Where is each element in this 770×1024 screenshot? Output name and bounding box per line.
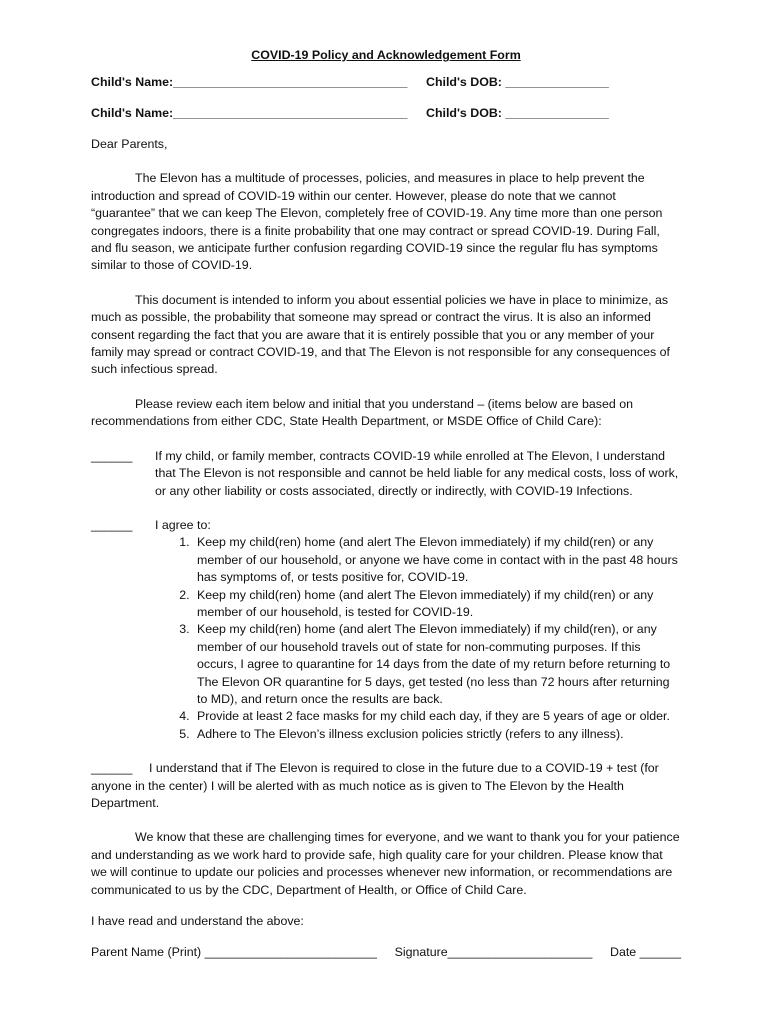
- item-intro: I agree to:: [155, 517, 211, 532]
- acknowledgement-item-liability: [91, 448, 681, 500]
- child-row-2: [91, 105, 681, 122]
- list-item: 4. Provide at least 2 face masks for my child each day, if they are 5 years of age or older.: [193, 708, 681, 725]
- initial-blank[interactable]: ______: [91, 761, 133, 776]
- parent-name-field[interactable]: Parent Name (Print) _________________________: [91, 945, 377, 960]
- greeting: Dear Parents,: [91, 137, 168, 151]
- child-name-field[interactable]: Child's Name:__________________________________: [91, 75, 408, 89]
- item-text: If my child, or family member, contracts COVID-19 while enrolled at The Elevon, I understand that The Elevon is not responsible and cannot be held liable for any medical costs, loss of work, or any other liability or costs associated, directly or indirectly, with COVID-19 Infections.: [155, 448, 679, 498]
- list-item: 2. Keep my child(ren) home (and alert The Elevon immediately) if my child(ren) or any member of our household, is tested for COVID-19.: [193, 587, 681, 622]
- acknowledgement-item-closure: [91, 760, 681, 812]
- form-title: COVID-19 Policy and Acknowledgement Form: [251, 48, 521, 62]
- initial-blank[interactable]: ______: [91, 448, 133, 463]
- child-name-field[interactable]: Child's Name:__________________________________: [91, 106, 408, 120]
- signature-row: [91, 944, 681, 961]
- paragraph-instructions: Please review each item below and initial that you understand – (items below are based on recommendations from either CDC, State Health Department, or MSDE Office of Child Care):: [91, 396, 633, 429]
- list-item: 5. Adhere to The Elevon’s illness exclusion policies strictly (refers to any illness).: [193, 726, 681, 743]
- acknowledgement-item-agreement: [91, 517, 681, 743]
- paragraph-intro: The Elevon has a multitude of processes, policies, and measures in place to help prevent the introduction and spread of COVID-19 within our center. However, please do note that we cannot “guarantee” that we can keep The Elevon, completely free of COVID-19. Any time more than one person congregates indoors, there is a finite probability that one may contract or spread COVID-19. During Fall, and flu season, we anticipate further confusion regarding COVID-19 since the regular flu has symptoms similar to those of COVID-19.: [91, 171, 663, 273]
- list-item: 1. Keep my child(ren) home (and alert The Elevon immediately) if my child(ren) or any member of our household, or anyone we have come in contact with in the past 48 hours has symptoms of, or tests positive for, COVID-19.: [193, 534, 681, 586]
- item-text: I understand that if The Elevon is required to close in the future due to a COVID-19 + test (for anyone in the center) I will be alerted with as much notice as is given to The Elevon by the Health Department.: [91, 761, 659, 810]
- acknowledge-statement: I have read and understand the above:: [91, 914, 304, 929]
- date-field[interactable]: Date ______: [610, 945, 681, 960]
- signature-field[interactable]: Signature_____________________: [394, 945, 593, 960]
- paragraph-thanks: We know that these are challenging times for everyone, and we want to thank you for your patience and understanding as we work hard to provide safe, high quality care for your children. Please know that we will continue to update our policies and processes whenever new information, or recommendations are communicated to us by the CDC, Department of Health, or Office of Child Care.: [91, 830, 680, 897]
- paragraph-purpose: This document is intended to inform you about essential policies we have in place to minimize, as much as possible, the probability that someone may spread or contract the virus. It is also an informed consent regarding the fact that you are aware that it is entirely possible that you or any member of your family may spread or contract COVID-19, and that The Elevon is not responsible for any consequences of such infectious spread.: [91, 292, 670, 377]
- child-dob-field[interactable]: Child's DOB: _______________: [426, 106, 609, 120]
- child-row-1: [91, 74, 681, 91]
- agree-list: [155, 534, 681, 743]
- document-page: [91, 48, 681, 961]
- list-item: 3. Keep my child(ren) home (and alert The Elevon immediately) if my child(ren), or any member of our household travels out of state for non-commuting purposes. If this occurs, I agree to quarantine for 14 days from the date of my return before returning to The Elevon OR quarantine for 5 days, get tested (no less than 72 hours after returning to MD), and return once the results are back.: [193, 621, 681, 708]
- child-dob-field[interactable]: Child's DOB: _______________: [426, 75, 609, 89]
- initial-blank[interactable]: ______: [91, 517, 133, 532]
